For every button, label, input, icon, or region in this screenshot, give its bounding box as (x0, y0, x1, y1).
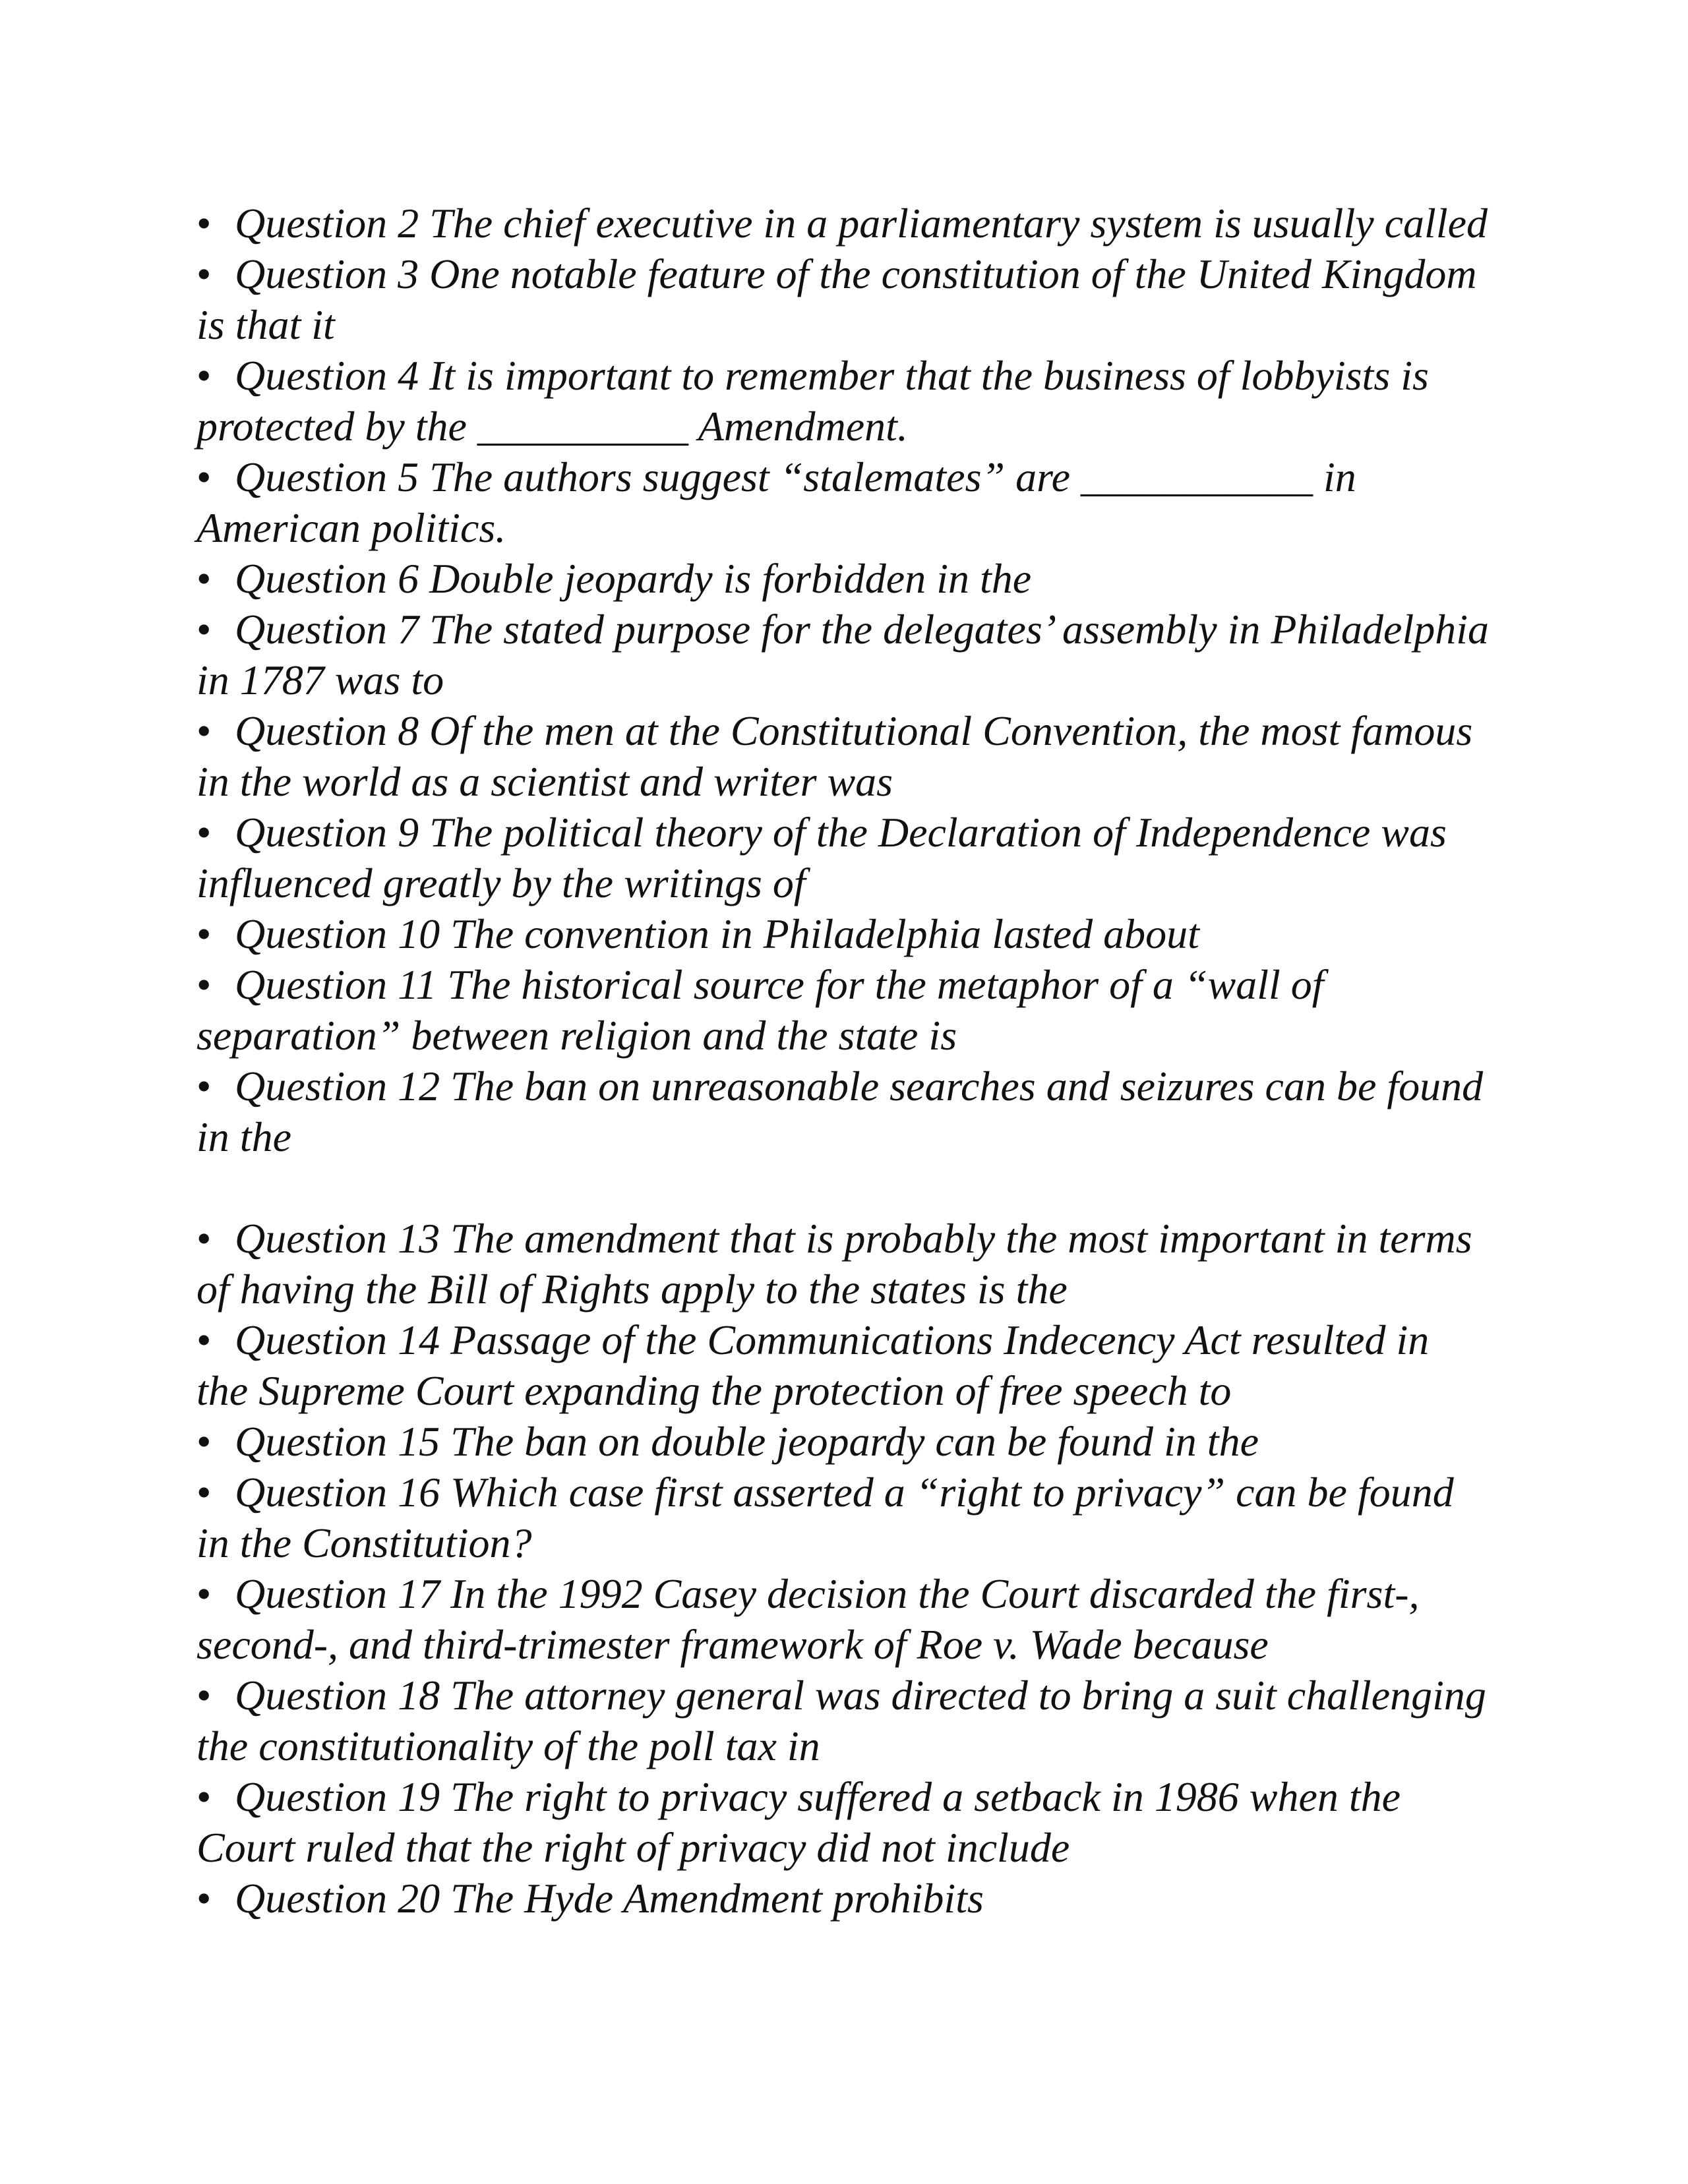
question-number: Question 3 (235, 251, 419, 297)
question-item (196, 452, 1489, 553)
bullet-icon: • (196, 200, 212, 247)
bullet-icon: • (196, 809, 212, 856)
bullet-icon: • (196, 1063, 212, 1109)
question-item (196, 1873, 1489, 1924)
question-number: Question 7 (235, 606, 419, 653)
bullet-icon: • (196, 1418, 212, 1465)
question-item (196, 1467, 1489, 1568)
question-number: Question 16 (235, 1469, 440, 1516)
question-number: Question 14 (235, 1316, 440, 1363)
bullet-icon: • (196, 1773, 212, 1820)
question-text: The attorney general was directed to bring a suit challenging the constitutionality of the poll tax in (196, 1672, 1486, 1769)
bullet-icon: • (196, 251, 212, 297)
question-number: Question 11 (235, 961, 437, 1008)
question-number: Question 9 (235, 809, 419, 856)
bullet-icon: • (196, 910, 212, 957)
question-item (196, 553, 1489, 604)
bullet-icon: • (196, 454, 212, 500)
question-text: The chief executive in a parliamentary system is usually called (429, 200, 1488, 247)
question-number: Question 12 (235, 1063, 440, 1109)
question-number: Question 2 (235, 200, 419, 247)
question-text: The Hyde Amendment prohibits (450, 1875, 984, 1922)
question-item (196, 959, 1489, 1061)
bullet-icon: • (196, 1316, 212, 1363)
question-text: The right to privacy suffered a setback in 1986 when the Court ruled that the right of privacy did not include (196, 1773, 1401, 1871)
question-item (196, 1568, 1489, 1670)
question-number: Question 4 (235, 352, 419, 399)
question-number: Question 15 (235, 1418, 440, 1465)
question-item (196, 249, 1489, 350)
question-list (196, 198, 1489, 1924)
question-number: Question 18 (235, 1672, 440, 1719)
question-text: The authors suggest “stalemates” are ___________ in American politics. (196, 454, 1356, 551)
question-item (196, 807, 1489, 908)
bullet-icon: • (196, 707, 212, 754)
question-number: Question 13 (235, 1215, 440, 1262)
bullet-icon: • (196, 961, 212, 1008)
question-text: The historical source for the metaphor of a “wall of separation” between religion and the state is (196, 961, 1324, 1059)
question-number: Question 19 (235, 1773, 440, 1820)
question-item (196, 1061, 1489, 1162)
question-text: Which case first asserted a “right to privacy” can be found in the Constitution? (196, 1469, 1454, 1566)
bullet-icon: • (196, 1875, 212, 1922)
question-item (196, 1416, 1489, 1467)
question-number: Question 5 (235, 454, 419, 500)
question-item (196, 705, 1489, 807)
bullet-icon: • (196, 1469, 212, 1516)
question-item (196, 350, 1489, 452)
question-text: The political theory of the Declaration of Independence was influenced greatly by the writings of (196, 809, 1447, 906)
question-text: The amendment that is probably the most important in terms of having the Bill of Rights apply to the states is the (196, 1215, 1472, 1313)
question-text: Passage of the Communications Indecency Act resulted in the Supreme Court expanding the protection of free speech to (196, 1316, 1430, 1414)
bullet-icon: • (196, 1215, 212, 1262)
question-number: Question 6 (235, 555, 419, 602)
question-text: The ban on unreasonable searches and seizures can be found in the (196, 1063, 1484, 1160)
question-item (196, 604, 1489, 705)
bullet-icon: • (196, 1672, 212, 1719)
question-item (196, 908, 1489, 959)
bullet-icon: • (196, 1570, 212, 1617)
bullet-icon: • (196, 352, 212, 399)
question-text: In the 1992 Casey decision the Court discarded the first-, second-, and third-trimester framework of Roe v. Wade because (196, 1570, 1420, 1668)
question-text: Double jeopardy is forbidden in the (429, 555, 1032, 602)
question-text: It is important to remember that the business of lobbyists is protected by the __________ Amendment. (196, 352, 1429, 450)
bullet-icon: • (196, 606, 212, 653)
question-text: One notable feature of the constitution of the United Kingdom is that it (196, 251, 1477, 348)
question-item (196, 1670, 1489, 1771)
question-text: Of the men at the Constitutional Convention, the most famous in the world as a scientist and writer was (196, 707, 1473, 805)
question-item (196, 1213, 1489, 1314)
question-number: Question 17 (235, 1570, 440, 1617)
question-item (196, 1771, 1489, 1873)
question-number: Question 20 (235, 1875, 440, 1922)
question-item (196, 1314, 1489, 1416)
question-text: The convention in Philadelphia lasted about (450, 910, 1199, 957)
bullet-icon: • (196, 555, 212, 602)
question-number: Question 8 (235, 707, 419, 754)
question-number: Question 10 (235, 910, 440, 957)
question-text: The stated purpose for the delegates’ assembly in Philadelphia in 1787 was to (196, 606, 1489, 703)
question-item (196, 198, 1489, 249)
question-text: The ban on double jeopardy can be found in the (450, 1418, 1259, 1465)
